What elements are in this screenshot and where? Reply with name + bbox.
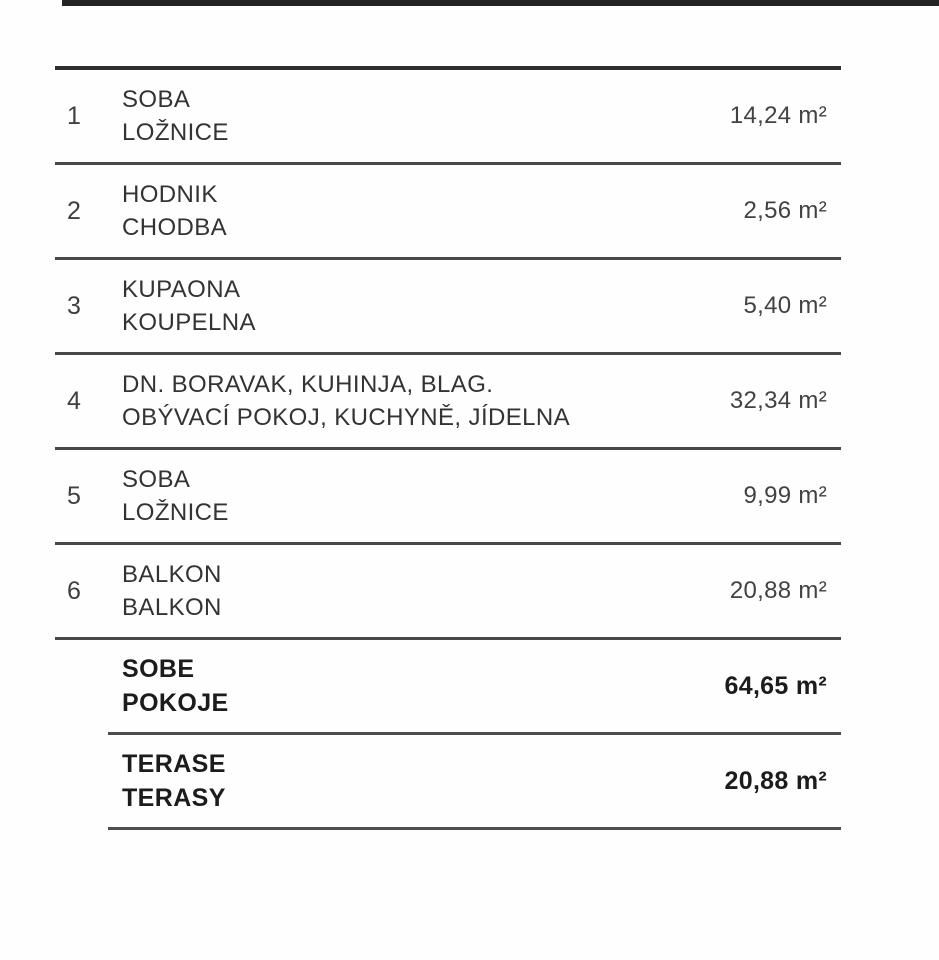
room-area-value: 5,40 m² xyxy=(743,292,827,319)
room-area-table xyxy=(55,66,841,830)
room-area-value: 2,56 m² xyxy=(743,197,827,224)
total-label xyxy=(108,747,226,815)
total-label xyxy=(108,652,229,720)
room-number: 4 xyxy=(67,386,82,415)
room-name-czech: BALKON xyxy=(122,594,222,621)
total-name-croatian: TERASE xyxy=(122,750,226,778)
room-label xyxy=(122,463,229,529)
room-name-croatian: HODNIK xyxy=(122,181,218,208)
total-name-croatian: SOBE xyxy=(122,655,195,683)
total-area-value: 20,88 m² xyxy=(724,766,827,795)
total-row xyxy=(108,735,841,830)
room-label xyxy=(122,273,256,339)
room-number: 6 xyxy=(67,576,82,605)
room-number: 5 xyxy=(67,481,82,510)
room-name-czech: OBÝVACÍ POKOJ, KUCHYNĚ, JÍDELNA xyxy=(122,404,571,431)
table-row xyxy=(55,355,841,450)
room-name-czech: CHODBA xyxy=(122,214,228,241)
top-crop-bar xyxy=(62,0,939,6)
room-rows xyxy=(55,70,841,640)
table-row xyxy=(55,165,841,260)
room-area-value: 20,88 m² xyxy=(729,577,827,604)
totals-rows xyxy=(108,640,841,830)
room-area-value: 32,34 m² xyxy=(729,387,827,414)
room-name-croatian: SOBA xyxy=(122,86,191,113)
total-area-value: 64,65 m² xyxy=(724,671,827,700)
room-label xyxy=(122,558,222,624)
total-name-czech: POKOJE xyxy=(122,689,229,717)
room-number: 1 xyxy=(67,101,82,130)
room-name-czech: KOUPELNA xyxy=(122,309,256,336)
room-name-czech: LOŽNICE xyxy=(122,119,229,146)
room-name-croatian: KUPAONA xyxy=(122,276,241,303)
room-name-croatian: SOBA xyxy=(122,466,191,493)
room-area-value: 14,24 m² xyxy=(729,102,827,129)
room-label xyxy=(122,83,229,149)
room-label xyxy=(122,178,227,244)
room-area-value: 9,99 m² xyxy=(743,482,827,509)
total-row xyxy=(108,640,841,735)
room-number: 2 xyxy=(67,196,82,225)
table-row xyxy=(55,450,841,545)
table-row xyxy=(55,70,841,165)
room-name-czech: LOŽNICE xyxy=(122,499,229,526)
room-number: 3 xyxy=(67,291,82,320)
room-label xyxy=(122,368,570,434)
table-row xyxy=(55,260,841,355)
room-name-croatian: BALKON xyxy=(122,561,222,588)
total-name-czech: TERASY xyxy=(122,784,226,812)
room-name-croatian: DN. BORAVAK, KUHINJA, BLAG. xyxy=(122,371,494,398)
table-row xyxy=(55,545,841,640)
